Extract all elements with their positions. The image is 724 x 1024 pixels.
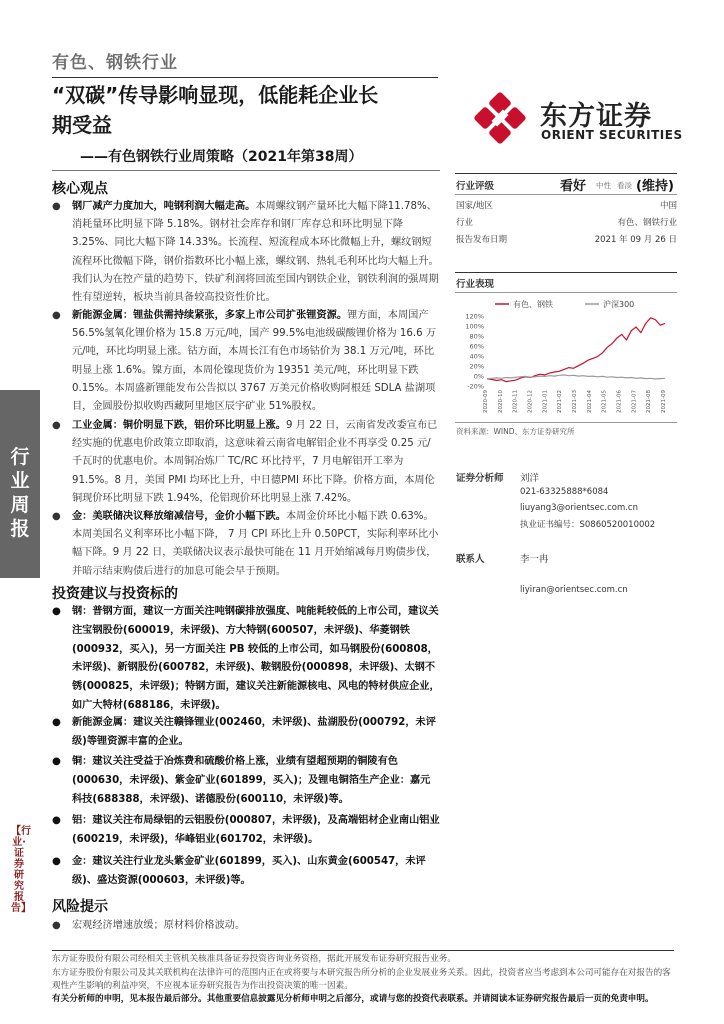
invest-item-text: 钢：普钢方面，建议一方面关注吨钢碳排放强度、吨能耗较低的上市公司，建议关注宝钢股份(600019，未评级)、方大特钢(600507，未评级)、华菱钢铁(000932，买入)，另一方面关注 PB 较低的上市公司，如马钢股份(600808，未评级)、新钢股份(600782，未评级)、鞍钢股份(000898，未评级)、太钢不锈(000825，未评级)；特钢方面，建议关注新能源核电、风电的特材供应企业，如广大特材(688186，未评级)。 — [72, 606, 440, 711]
sidebar-char: 行 — [10, 446, 30, 468]
bullet-icon: ● — [52, 201, 61, 212]
x-tick-label: 2021-02 — [557, 390, 564, 413]
invest-item — [52, 853, 440, 891]
core-item-lead: 钢厂减产力度加大，吨钢利润大幅走高。 — [72, 201, 256, 212]
bullet-icon: ● — [52, 815, 61, 826]
y-tick-label: -20% — [467, 382, 484, 391]
analyst-phone: 021-63325888*6084 — [520, 487, 609, 497]
y-tick-label: 0% — [473, 372, 484, 381]
disclaimer-line-1: 东方证券股份有限公司经相关主管机关核准具备证券投资咨询业务资格，据此开展发布证券研究报告业务。 — [52, 954, 456, 964]
title-line-2: 期受益 — [52, 113, 112, 137]
bullet-icon: ● — [52, 511, 61, 522]
legend-label: 沪深300 — [603, 300, 635, 309]
series-line — [487, 318, 665, 382]
invest-item-text: 铜：建议关注受益于冶炼费和硫酸价格上涨，业绩有望超预期的铜陵有色(000630，未评级)、紫金矿业(601899，买入)；及锂电铜箔生产企业：嘉元科技(688388，未评级)、诺德股份(600110，未评级)等。 — [72, 756, 431, 805]
x-tick-label: 2021-08 — [646, 390, 653, 413]
info-key: 行业 — [456, 218, 474, 228]
core-item — [52, 417, 440, 508]
report-subtitle: ——有色钢铁行业周策略（2021年第38周） — [80, 149, 363, 165]
risk-item — [52, 917, 440, 935]
bullet-icon: ● — [52, 717, 61, 728]
invest-item — [52, 603, 440, 716]
divider — [52, 950, 674, 951]
x-tick-label: 2021-07 — [631, 390, 638, 413]
core-item-text: 本周螺纹钢产量环比大幅下降11.78%、消耗量环比明显下降 5.18%。钢材社会库存和钢厂库存总和环比明显下降 3.25%、同比大幅下降 14.33%。长流程、短流程成本环比微幅上升，螺纹钢短流程环比微幅下降，钢价指数环比小幅上涨，螺纹钢、热轧毛利环比均大幅上升。我们认为在控产量的趋势下，铁矿利润将回流至国内钢铁企业，钢铁利润的强周期性有望逆转，板块当前具备较高投资性价比。 — [72, 201, 439, 304]
divider — [455, 422, 677, 423]
contact-name: 李一冉 — [520, 554, 549, 565]
y-tick-label: 40% — [469, 352, 484, 361]
x-tick-label: 2021-01 — [542, 390, 549, 413]
rating-neutral: 中性 — [596, 181, 611, 190]
y-tick-label: 120% — [465, 312, 484, 321]
bullet-icon: ● — [52, 756, 61, 767]
orient-logo-icon — [470, 88, 530, 148]
rating-negative: 看淡 — [617, 181, 632, 190]
invest-item — [52, 714, 440, 752]
sidebar-char: 业 — [10, 470, 30, 492]
core-item-lead: 工业金属：铜价明显下跌，铝价环比明显上涨。 — [72, 420, 286, 431]
invest-item-text: 铝：建议关注布局绿铝的云铝股份(000807，未评级)，及高端铝材企业南山铝业(600219，未评级)，华峰铝业(601702，未评级)。 — [72, 815, 440, 845]
core-item-text: 锂方面，本周国产 56.5%氢氧化锂价格为 15.8 万元/吨，国产 99.5%电池级碳酸锂价格为 16.6 万元/吨，环比均明显上涨。钴方面，本周长江有色市场钴价为 38.1 万元/吨，环比明显上涨 1.6%。镍方面，本周伦镍现货价为 19351 美元/吨，环比明显下跌 0.15%。本周盛新锂能发布公告拟以 3767 万美元价格收购阿根廷 SDLA 盐湖项目，金圆股份拟收购西藏阿里地区辰宇矿业 51%股权。 — [72, 310, 437, 413]
sidebar-label — [0, 445, 40, 541]
core-item — [52, 198, 440, 307]
x-tick-label: 2021-05 — [601, 390, 608, 413]
sector-label: 有色、钢铁行业 — [52, 53, 178, 73]
bullet-icon: ● — [52, 310, 61, 321]
info-value: 中国 — [659, 201, 677, 211]
info-key: 国家/地区 — [456, 201, 493, 211]
section-heading-core: 核心观点 — [52, 181, 108, 197]
sidebar-char: 报 — [10, 518, 30, 540]
divider — [455, 173, 677, 174]
risk-item-text: 宏观经济增速放缓；原材料价格波动。 — [72, 920, 246, 931]
y-tick-label: 80% — [469, 332, 484, 341]
y-tick-label: 60% — [469, 342, 484, 351]
invest-item — [52, 753, 440, 809]
y-tick-label: 100% — [465, 322, 484, 331]
info-key: 报告发布日期 — [456, 235, 508, 245]
analyst-name: 刘洋 — [520, 473, 540, 484]
core-item — [52, 508, 440, 581]
info-value: 2021 年 09 月 26 日 — [594, 235, 677, 245]
disclaimer-line-3: 有关分析师的申明，见本报告最后部分。其他重要信息披露见分析师申明之后部分，或请与您的投资代表联系。并请阅读本证券研究报告最后一页的免责申明。 — [52, 994, 654, 1004]
y-tick-label: 20% — [469, 362, 484, 371]
x-tick-label: 2020-09 — [483, 390, 489, 413]
analyst-email[interactable]: liuyang3@orientsec.com.cn — [520, 503, 638, 513]
x-tick-label: 2020-11 — [512, 390, 519, 413]
contact-label: 联系人 — [456, 554, 485, 565]
sidebar-small-label: 【行业·证券研究报告】 — [11, 826, 31, 914]
chart-title: 行业表现 — [456, 279, 495, 290]
bullet-icon: ● — [52, 856, 61, 867]
divider — [455, 194, 677, 195]
core-item-text: 9 月 22 日，云南省发改委宣布已经实施的优惠电价政策立即取消，这意味着云南省电解铝企业不再享受 0.25 元/千瓦时的优惠电价。本周铜冶炼厂 TC/RC 环比持平，7 月电解铝开工率为 91.5%。8 月，美国 PMI 均环比上升，中日德PMI 环比下降。价格方面，本周伦铜现价环比明显下跌 1.94%，伦铝现价环比明显上涨 7.42%。 — [72, 420, 438, 504]
logo-text-en: ORIENT SECURITIES — [541, 128, 683, 142]
divider — [455, 292, 677, 293]
x-tick-label: 2021-09 — [661, 390, 667, 413]
core-item — [52, 307, 440, 416]
analyst-label: 证券分析师 — [456, 473, 504, 484]
core-item-lead: 新能源金属：锂盐供需持续紧张，多家上市公司扩张锂资源。 — [72, 310, 348, 321]
report-title — [52, 80, 440, 140]
invest-item-text: 金：建议关注行业龙头紫金矿业(601899，买入)、山东黄金(600547，未评级)、盛达资源(000603，未评级)等。 — [72, 856, 426, 886]
divider — [455, 272, 677, 273]
section-heading-risk: 风险提示 — [52, 899, 108, 915]
bullet-icon: ● — [52, 920, 61, 931]
core-item-lead: 金：美联储决议释放缩减信号，金价小幅下跌。 — [72, 511, 286, 522]
divider — [52, 170, 440, 171]
bullet-icon: ● — [52, 420, 61, 431]
sidebar-char: 周 — [10, 494, 30, 516]
analyst-license: 执业证书编号：S0860520010002 — [520, 520, 656, 530]
invest-item — [52, 812, 440, 850]
title-line-1: “双碳”传导影响显现，低能耗企业长 — [52, 83, 379, 107]
industry-performance-chart — [455, 294, 677, 420]
rating-maintain: (维持) — [636, 179, 674, 194]
rating-label: 行业评级 — [456, 181, 495, 192]
logo-text-cn: 东方证券 — [540, 101, 652, 132]
x-tick-label: 2021-06 — [616, 390, 623, 413]
divider — [52, 77, 438, 78]
chart-source: 资料来源：WIND、东方证券研究所 — [456, 427, 575, 436]
rating-current: 看好 — [560, 179, 587, 194]
invest-item-text: 新能源金属：建议关注赣锋锂业(002460，未评级)、盐湖股份(000792，未评级)等锂资源丰富的企业。 — [72, 717, 436, 747]
x-tick-label: 2020-12 — [527, 390, 534, 413]
contact-email[interactable]: liyiran@orientsec.com.cn — [520, 585, 628, 595]
series-line — [487, 375, 665, 379]
x-tick-label: 2021-03 — [572, 390, 578, 413]
section-heading-invest: 投资建议与投资标的 — [52, 586, 178, 602]
bullet-icon: ● — [52, 606, 61, 617]
x-tick-label: 2020-10 — [497, 390, 504, 413]
x-tick-label: 2021-04 — [586, 390, 593, 413]
legend-label: 有色、钢铁 — [513, 300, 553, 309]
disclaimer-line-2: 东方证券股份有限公司及其关联机构在法律许可的范围内正在或将要与本研究报告所分析的企业发展业务关系。因此，投资者应当考虑到本公司可能存在对报告的客观性产生影响的利益冲突，不应视本证券研究报告为作出投资决策的唯一因素。 — [52, 968, 671, 991]
core-item-text: 本周金价环比小幅下跌 0.63%。本周美国名义利率环比小幅下降， 7 月 CPI 环比上升 0.50PCT，实际利率环比小幅下降。9 月 22 日，美联储决议表示最快可能在 11 月开始缩减每月购债步伐，并暗示结束购债后进行的加息可能会早于预期。 — [72, 511, 439, 577]
info-value: 有色、钢铁行业 — [617, 218, 677, 228]
